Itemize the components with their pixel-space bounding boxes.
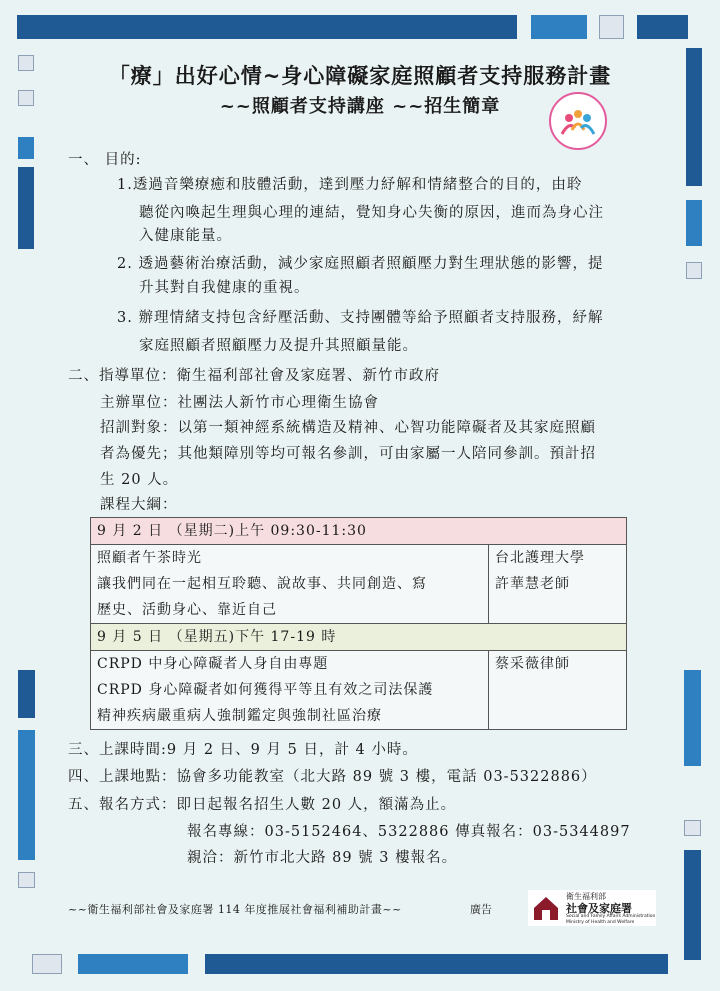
frame-block-left-3 [18, 137, 34, 159]
session2-content [91, 651, 489, 730]
objective-3-line-1: 3. 辦理情緒支持包含紓壓活動、支持團體等給予照顧者支持服務，紓解 [117, 310, 604, 326]
session2-header: 9 月 5 日 （星期五)下午 17-19 時 [91, 624, 627, 651]
registration-in-person: 親洽：新竹市北大路 89 號 3 樓報名。 [187, 850, 458, 866]
section2-target-line-1: 招訓對象：以第一類神經系統構造及精神、心智功能障礙者及其家庭照顧 [100, 420, 596, 436]
frame-bar-right-2 [684, 850, 701, 960]
objective-1-line-1: 1.透過音樂療癒和肢體活動，達到壓力紓解和情緒整合的目的，由聆 [117, 177, 583, 193]
section2-target-line-3: 生 20 人。 [100, 472, 179, 488]
session1-content [91, 545, 489, 624]
sfaa-name: 社會及家庭署 [566, 902, 632, 915]
session1-line-1: 照顧者午茶時光 [97, 550, 202, 566]
section2-guidance: 二、指導單位：衛生福利部社會及家庭署、新竹市政府 [68, 368, 440, 384]
objective-2-line-1: 2. 透過藝術治療活動，減少家庭照顧者照顧壓力對生理狀態的影響，提 [117, 256, 604, 272]
page-title: 「療」出好心情~身心障礙家庭照顧者支持服務計畫 [108, 63, 612, 88]
objective-1-line-2: 聽從內喚起生理與心理的連結，覺知身心失衡的原因，進而為身心注 [139, 205, 604, 221]
objective-1-line-3: 入健康能量。 [139, 228, 232, 244]
frame-block-top-2 [599, 15, 624, 39]
section4-location: 四、上課地點：協會多功能教室（北大路 89 號 3 樓，電話 03-5322886） [68, 769, 597, 785]
frame-bar-left [18, 167, 34, 249]
frame-block-left-4 [18, 670, 35, 718]
objective-2-line-2: 升其對自我健康的重視。 [139, 280, 310, 296]
footer-funding-note: ~~衛生福利部社會及家庭署 114 年度推展社會福利補助計畫~~ [68, 903, 402, 916]
session1-header-row [91, 518, 627, 545]
section2-organizer: 主辦單位：社團法人新竹市心理衛生協會 [100, 395, 379, 411]
frame-bar-bottom [205, 954, 668, 974]
session2-header-row [91, 624, 627, 651]
association-logo [549, 92, 607, 150]
frame-bar-left-2 [18, 730, 35, 860]
sfaa-english-name: Social and Family Affairs Administration [566, 914, 656, 919]
session1-speaker [489, 545, 627, 624]
frame-block-bottom-2 [78, 954, 188, 974]
section5-registration: 五、報名方式：即日起報名招生人數 20 人，額滿為止。 [68, 797, 457, 813]
frame-bar-top [17, 15, 517, 39]
sfaa-english-ministry: Ministry of Health and Welfare [566, 920, 635, 925]
session1-speaker-name: 許華慧老師 [495, 576, 570, 592]
frame-block-top-1 [531, 15, 587, 39]
session1-row [91, 545, 627, 624]
frame-block-top-3 [637, 15, 688, 39]
session1-line-3: 歷史、活動身心、靠近自己 [97, 602, 277, 618]
house-icon [531, 893, 561, 923]
session2-speaker [489, 651, 627, 730]
course-table [90, 517, 627, 730]
session2-line-1: CRPD 中身心障礙者人身自由專題 [97, 656, 329, 672]
section2-target-line-2: 者為優先；其他類障別等均可報名參訓，可由家屬一人陪同參訓。預計招 [100, 446, 596, 462]
session1-header: 9 月 2 日 （星期二)上午 09:30-11:30 [91, 518, 627, 545]
page-subtitle: ~~照顧者支持講座 ~~招生簡章 [219, 96, 501, 117]
session1-speaker-org: 台北護理大學 [495, 550, 585, 566]
objective-3-line-2: 家庭照顧者照顧壓力及提升其照顧量能。 [139, 338, 418, 354]
frame-block-bottom-1 [32, 954, 62, 974]
session2-line-3: 精神疾病嚴重病人強制鑑定與強制社區治療 [97, 708, 382, 724]
section3-class-time: 三、上課時間:9 月 2 日、9 月 5 日，計 4 小時。 [68, 742, 418, 758]
sfaa-ministry-label: 衛生福利部 [566, 892, 606, 901]
frame-block-right-1 [686, 200, 702, 246]
session1-line-2: 讓我們同在一起相互聆聽、說故事、共同創造、寫 [97, 576, 427, 592]
session2-line-2: CRPD 身心障礙者如何獲得平等且有效之司法保護 [97, 682, 434, 698]
frame-block-right-2 [686, 262, 702, 279]
frame-block-right-3 [684, 670, 701, 766]
section2-outline-label: 課程大綱： [100, 497, 178, 513]
sfaa-logo [528, 890, 656, 926]
frame-block-right-4 [684, 820, 701, 836]
frame-block-left-5 [18, 872, 35, 888]
footer-ad-label: 廣告 [470, 903, 492, 916]
section1-heading: 一、 目的: [68, 152, 142, 168]
registration-phone-fax: 報名專線：03-5152464、5322886 傳真報名：03-5344897 [187, 824, 631, 840]
session2-speaker-name: 蔡采薇律師 [495, 656, 570, 672]
session2-row [91, 651, 627, 730]
people-icon [551, 94, 605, 148]
